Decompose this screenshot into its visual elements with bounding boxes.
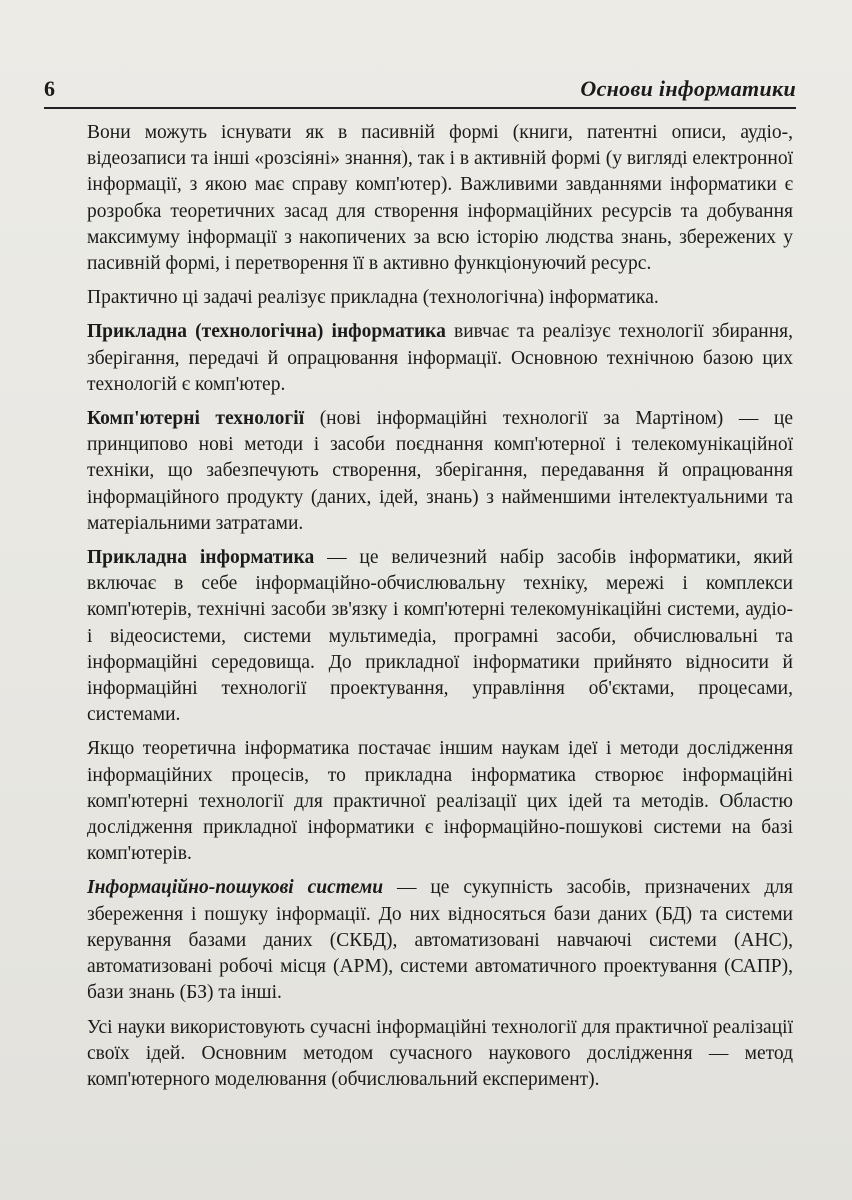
paragraph — [87, 120, 793, 277]
page-number: 6 — [44, 76, 55, 101]
term-computer-technologies: Комп'ютерні технології — [87, 408, 305, 430]
page-header — [44, 76, 796, 106]
paragraph — [87, 319, 793, 398]
body-text — [87, 120, 793, 1101]
paragraph-text: — це величезний набір засобів інформатики, який включає в себе інформаційно-обчислювальну техніку, мережі і комплекси комп'ютерів, технічні засоби зв'язку і комп'ютерні телекомунікаційні системи, аудіо- і відеосистеми, системи мультимедіа, програмні засоби, обчислювальні та інформаційні середовища. До прикладної інформатики прийнято відносити й інформаційні технології проектування, управління об'єктами, процесами, системами. — [87, 547, 793, 726]
paragraph-text: Вони можуть існувати як в пасивній формі (книги, патентні описи, аудіо-, відеозаписи та інші «розсіяні» знання), так і в активній формі (у вигляді електронної інформації, з якою має справу комп'ютер). Важливими завданнями інформатики є розробка теоретичних засад для створення інформаційних ресурсів та добування максимуму інформації з накопичених за всю історію людства знань, збережених у пасивній формі, і перетворення її в активно функціонуючий ресурс. — [87, 122, 793, 275]
paragraph — [87, 285, 793, 311]
paragraph — [87, 875, 793, 1006]
running-title: Основи інформатики — [580, 76, 796, 101]
paragraph-text: Усі науки використовують сучасні інформаційні технології для практичної реалізації своїх ідей. Основним методом сучасного наукового дослідження — метод комп'ютерного моделювання (обчислювальний експеримент). — [87, 1016, 793, 1090]
term-applied-informatics-2: Прикладна інформатика — [87, 547, 315, 569]
header-rule — [44, 107, 796, 109]
paragraph-text: Практично ці задачі реалізує прикладна (технологічна) інформатика. — [87, 287, 659, 309]
paragraph-text: Якщо теоретична інформатика постачає іншим наукам ідеї і методи дослідження інформаційних процесів, то прикладна інформатика створює інформаційні комп'ютерні технології для практичної реалізації цих ідей та методів. Областю дослідження прикладної інформатики є інформаційно-пошукові системи на базі комп'ютерів. — [87, 738, 793, 865]
paragraph — [87, 736, 793, 867]
paragraph — [87, 1015, 793, 1094]
term-information-retrieval-systems: Інформаційно-пошукові системи — [87, 877, 384, 899]
paragraph-text: — це сукупність засобів, призначених для збереження і пошуку інформації. До них відносяться бази даних (БД) та системи керування базами даних (СКБД), автоматизовані навчаючі системи (АНС), автоматизовані робочі місця (АРМ), системи автоматичного проектування (САПР), бази знань (БЗ) та інші. — [87, 877, 793, 1004]
paragraph — [87, 406, 793, 537]
paragraph — [87, 545, 793, 728]
paragraph-text: (нові інформаційні технології за Мартіном) — це принципово нові методи і засоби поєднання комп'ютерної і телекомунікаційної техніки, що забезпечують створення, зберігання, передавання й опрацювання інформаційного продукту (даних, ідей, знань) з найменшими інтелектуальними та матеріальними затратами. — [87, 408, 793, 534]
term-applied-informatics: Прикладна (технологічна) інформатика — [87, 321, 446, 343]
paragraph-text: вивчає та реалізує технології збирання, зберігання, передачі й опрацювання інформації. Основною технічною базою цих технологій є комп'ютер. — [87, 321, 794, 395]
